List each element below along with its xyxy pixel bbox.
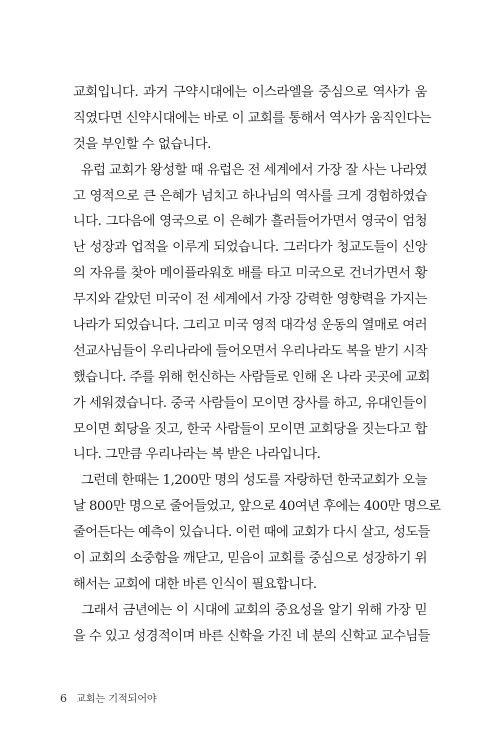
page-footer <box>60 690 157 705</box>
body-line: 니다. 그다음에 영국으로 이 은혜가 흘러들어가면서 영국이 엄청 <box>73 214 427 230</box>
body-line: 날 800만 명으로 줄어들었고, 앞으로 40여년 후에는 400만 명으로 <box>73 499 441 515</box>
body-line: 선교사님들이 우리나라에 들어오면서 우리나라도 복을 받기 시작 <box>73 343 428 359</box>
body-line: 무지와 같았던 미국이 전 세계에서 가장 강력한 영향력을 가지는 <box>73 292 427 308</box>
body-line: 나라가 되었습니다. 그리고 미국 영적 대각성 운동의 열매로 여러 <box>73 318 427 334</box>
body-line: 고 영적으로 큰 은혜가 넘치고 하나님의 역사를 크게 경험하였습 <box>73 188 427 204</box>
body-line: 모이면 회당을 짓고, 한국 사람들이 모이면 교회당을 짓는다고 합 <box>73 421 427 437</box>
body-line: 유럽 교회가 왕성할 때 유럽은 전 세계에서 가장 잘 사는 나라였 <box>73 162 427 178</box>
body-line: 했습니다. 주를 위해 헌신하는 사람들로 인해 온 나라 곳곳에 교회 <box>73 369 430 385</box>
body-line: 교회입니다. 과거 구약시대에는 이스라엘을 중심으로 역사가 움 <box>73 85 427 100</box>
body-line: 가 세워졌습니다. 중국 사람들이 모이면 장사를 하고, 유대인들이 <box>73 395 427 411</box>
body-line: 그런데 한때는 1,200만 명의 성도를 자랑하던 한국교회가 오늘 <box>73 473 427 489</box>
body-line: 을 수 있고 성경적이며 바른 신학을 가진 네 분의 신학교 교수님들 <box>73 628 430 644</box>
body-line: 직였다면 신약시대에는 바로 이 교회를 통해서 역사가 움직인다는 <box>73 110 431 126</box>
body-line: 그래서 금년에는 이 시대에 교회의 중요성을 알기 위해 가장 믿 <box>73 602 427 618</box>
body-line: 줄어든다는 예측이 있습니다. 이런 때에 교회가 다시 살고, 성도들 <box>73 525 430 541</box>
body-line: 이 교회의 소중함을 깨닫고, 믿음이 교회를 중심으로 성장하기 위 <box>73 551 427 567</box>
body-line: 난 성장과 업적을 이루게 되었습니다. 그러다가 청교도들이 신앙 <box>73 240 427 256</box>
page-body <box>73 80 441 650</box>
body-line: 의 자유를 찾아 메이플라워호 배를 타고 미국으로 건너가면서 황 <box>73 266 427 282</box>
body-line: 것을 부인할 수 없습니다. <box>73 136 211 152</box>
body-line: 니다. 그만큼 우리나라는 복 받은 나라입니다. <box>73 447 321 463</box>
body-line: 해서는 교회에 대한 바른 인식이 필요합니다. <box>73 576 317 592</box>
running-title: 교회는 기적되어야 <box>76 694 157 705</box>
page-number: 6 <box>60 692 67 705</box>
